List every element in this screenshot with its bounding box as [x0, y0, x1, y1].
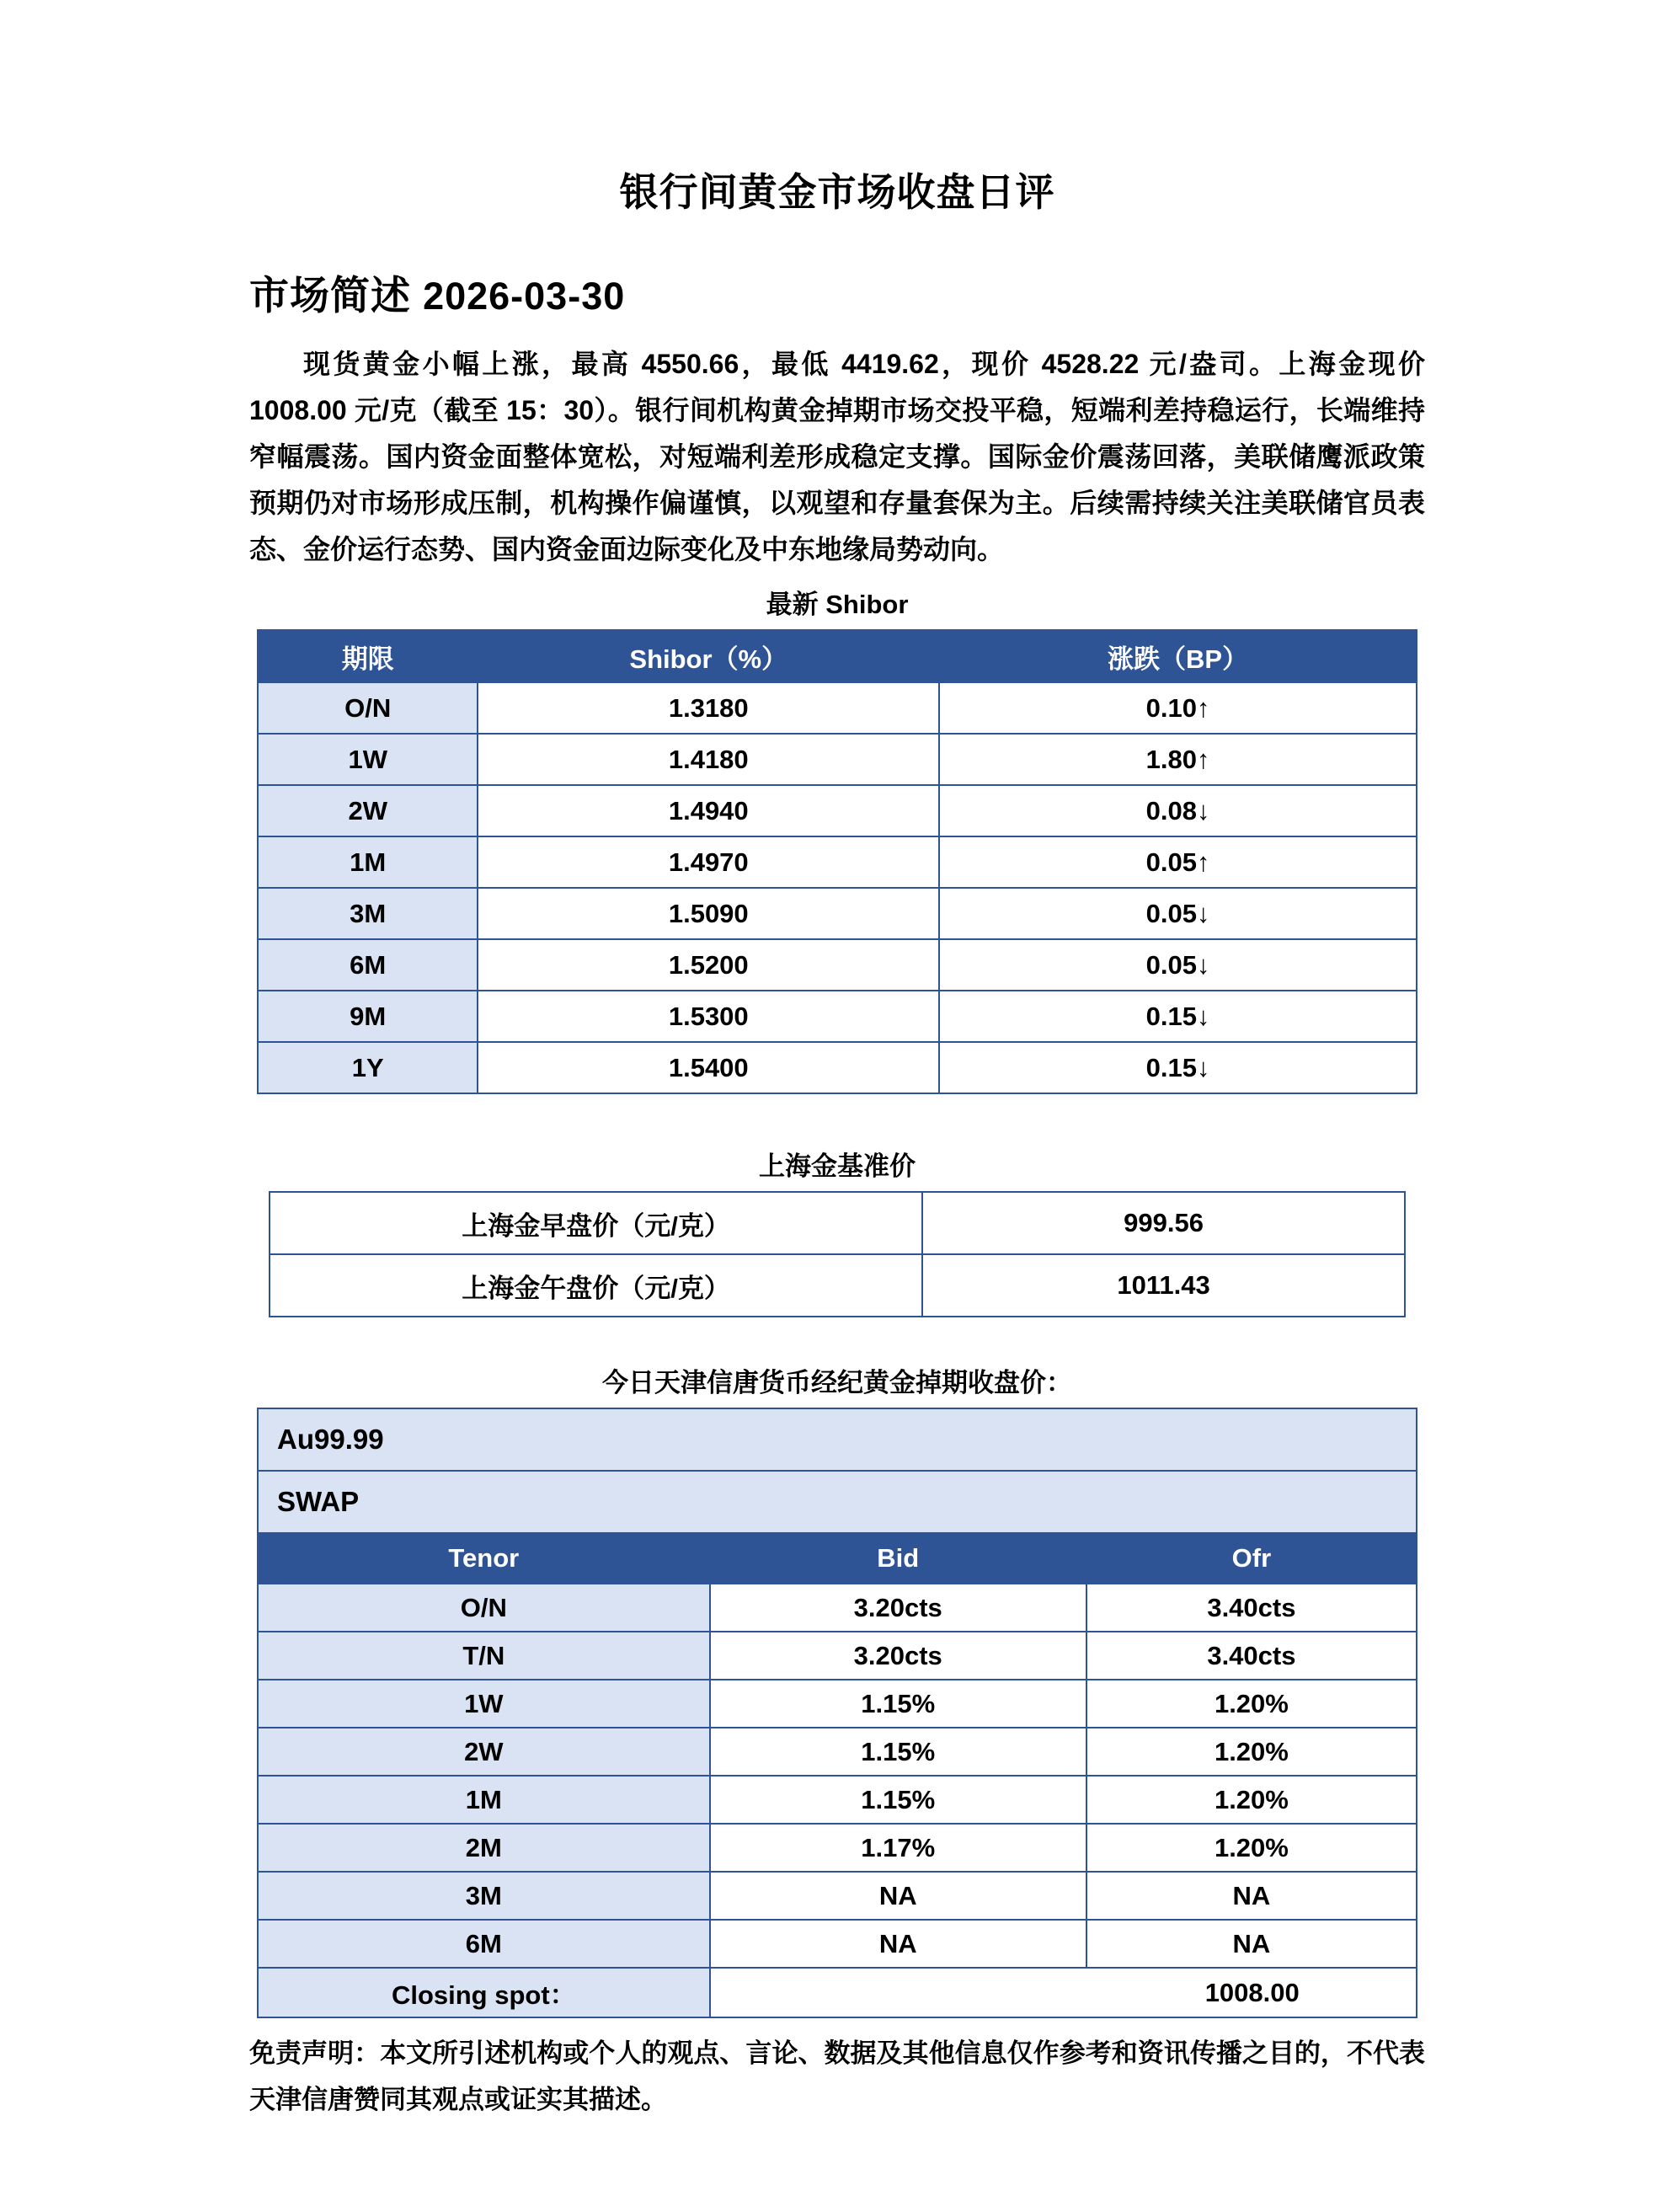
shibor-tenor: 6M — [258, 939, 478, 991]
swap-table — [257, 1408, 1417, 2018]
swap-instrument-label: SWAP — [258, 1471, 1417, 1533]
table-row — [258, 1632, 1417, 1680]
shibor-tenor: 9M — [258, 991, 478, 1042]
swap-ofr: 1.20% — [1086, 1824, 1417, 1872]
table-row — [258, 734, 1417, 785]
shibor-change: 0.15↓ — [939, 991, 1417, 1042]
swap-tenor: 6M — [258, 1920, 710, 1968]
table-row — [258, 1042, 1417, 1093]
table-row — [258, 1680, 1417, 1728]
table-row — [258, 888, 1417, 939]
table-row — [258, 1920, 1417, 1968]
swap-bid: NA — [710, 1872, 1086, 1920]
swap-product-label: Au99.99 — [258, 1408, 1417, 1471]
swap-instrument-row — [258, 1471, 1417, 1533]
swap-header-ofr: Ofr — [1086, 1533, 1417, 1584]
table-row — [270, 1254, 1405, 1317]
closing-spot-value: 1008.00 — [1204, 1977, 1300, 2007]
table-row — [258, 836, 1417, 888]
shibor-change: 0.10↑ — [939, 682, 1417, 734]
shibor-header-rate: Shibor（%） — [478, 630, 939, 682]
shibor-rate: 1.4970 — [478, 836, 939, 888]
shibor-change: 0.05↓ — [939, 939, 1417, 991]
swap-ofr: 1.20% — [1086, 1680, 1417, 1728]
swap-bid: 1.15% — [710, 1680, 1086, 1728]
shibor-change: 0.05↑ — [939, 836, 1417, 888]
shibor-rate: 1.5300 — [478, 991, 939, 1042]
shanghai-gold-value: 999.56 — [922, 1192, 1405, 1254]
report-date: 2026-03-30 — [423, 275, 626, 318]
shibor-tenor: 3M — [258, 888, 478, 939]
swap-tenor: 2W — [258, 1728, 710, 1776]
table-row — [258, 682, 1417, 734]
table-row — [258, 991, 1417, 1042]
swap-bid: 1.15% — [710, 1776, 1086, 1824]
swap-bid: NA — [710, 1920, 1086, 1968]
swap-product-row — [258, 1408, 1417, 1471]
swap-closing-row — [258, 1968, 1417, 2017]
swap-tenor: 3M — [258, 1872, 710, 1920]
shibor-header-change: 涨跌（BP） — [939, 630, 1417, 682]
swap-bid: 1.17% — [710, 1824, 1086, 1872]
swap-ofr: 3.40cts — [1086, 1632, 1417, 1680]
swap-header-tenor: Tenor — [258, 1533, 710, 1584]
swap-tenor: O/N — [258, 1584, 710, 1632]
shibor-tenor: 1M — [258, 836, 478, 888]
shibor-tenor: O/N — [258, 682, 478, 734]
table-row — [258, 1824, 1417, 1872]
closing-spot-value-cell — [710, 1968, 1417, 2017]
swap-header-bid: Bid — [710, 1533, 1086, 1584]
shibor-rate: 1.3180 — [478, 682, 939, 734]
table-row — [258, 1872, 1417, 1920]
table-row — [258, 1776, 1417, 1824]
closing-spot-label: Closing spot： — [258, 1968, 710, 2017]
shibor-header-row — [258, 630, 1417, 682]
swap-bid: 3.20cts — [710, 1584, 1086, 1632]
spacer — [249, 1094, 1425, 1138]
table-row — [258, 1584, 1417, 1632]
shibor-rate: 1.5090 — [478, 888, 939, 939]
swap-bid: 1.15% — [710, 1728, 1086, 1776]
shibor-change: 1.80↑ — [939, 734, 1417, 785]
swap-ofr: NA — [1086, 1920, 1417, 1968]
shibor-change: 0.15↓ — [939, 1042, 1417, 1093]
swap-table-caption: 今日天津信唐货币经纪黄金掉期收盘价： — [602, 1368, 1072, 1397]
swap-ofr: 1.20% — [1086, 1728, 1417, 1776]
shibor-rate: 1.4180 — [478, 734, 939, 785]
market-summary-paragraph: 现货黄金小幅上涨，最高 4550.66，最低 4419.62，现价 4528.22 元/盎司。上海金现价 1008.00 元/克（截至 15：30）。银行间机构黄金掉期市场交投平稳，短端利差持稳运行，长端维持窄幅震荡。国内资金面整体宽松，对短端利差形成稳定支撑。国际金价震荡回落，美联储鹰派政策预期仍对市场形成压制，机构操作偏谨慎，以观望和存量套保为主。后续需持续关注美联储官员表态、金价运行态势、国内资金面边际变化及中东地缘局势动向。 — [249, 349, 1425, 564]
table-row — [258, 1728, 1417, 1776]
swap-header-row — [258, 1533, 1417, 1584]
shibor-tenor: 1Y — [258, 1042, 478, 1093]
shanghai-gold-table — [269, 1191, 1406, 1317]
disclaimer-text: 免责声明：本文所引述机构或个人的观点、言论、数据及其他信息仅作参考和资讯传播之目的，不代表天津信唐赞同其观点或证实其描述。 — [249, 2038, 1425, 2114]
shanghai-gold-label: 上海金早盘价（元/克） — [270, 1192, 922, 1254]
shanghai-gold-value: 1011.43 — [922, 1254, 1405, 1317]
shanghai-gold-label: 上海金午盘价（元/克） — [270, 1254, 922, 1317]
table-row — [258, 785, 1417, 836]
shibor-change: 0.08↓ — [939, 785, 1417, 836]
swap-ofr: 3.40cts — [1086, 1584, 1417, 1632]
section-heading-label: 市场简述 — [249, 273, 411, 318]
table-row — [270, 1192, 1405, 1254]
swap-ofr: NA — [1086, 1872, 1417, 1920]
swap-tenor: 2M — [258, 1824, 710, 1872]
swap-bid: 3.20cts — [710, 1632, 1086, 1680]
shibor-header-tenor: 期限 — [258, 630, 478, 682]
swap-ofr: 1.20% — [1086, 1776, 1417, 1824]
shibor-rate: 1.5400 — [478, 1042, 939, 1093]
swap-tenor: 1W — [258, 1680, 710, 1728]
shibor-rate: 1.4940 — [478, 785, 939, 836]
section-heading — [249, 264, 1425, 321]
spacer — [249, 1317, 1425, 1354]
shanghai-gold-caption: 上海金基准价 — [759, 1151, 916, 1181]
shibor-tenor: 2W — [258, 785, 478, 836]
shibor-tenor: 1W — [258, 734, 478, 785]
shibor-table-caption: 最新 Shibor — [766, 590, 909, 619]
page-title: 银行间黄金市场收盘日评 — [619, 170, 1055, 214]
table-row — [258, 939, 1417, 991]
swap-tenor: 1M — [258, 1776, 710, 1824]
shibor-table — [257, 629, 1417, 1094]
swap-tenor: T/N — [258, 1632, 710, 1680]
shibor-rate: 1.5200 — [478, 939, 939, 991]
shibor-change: 0.05↓ — [939, 888, 1417, 939]
